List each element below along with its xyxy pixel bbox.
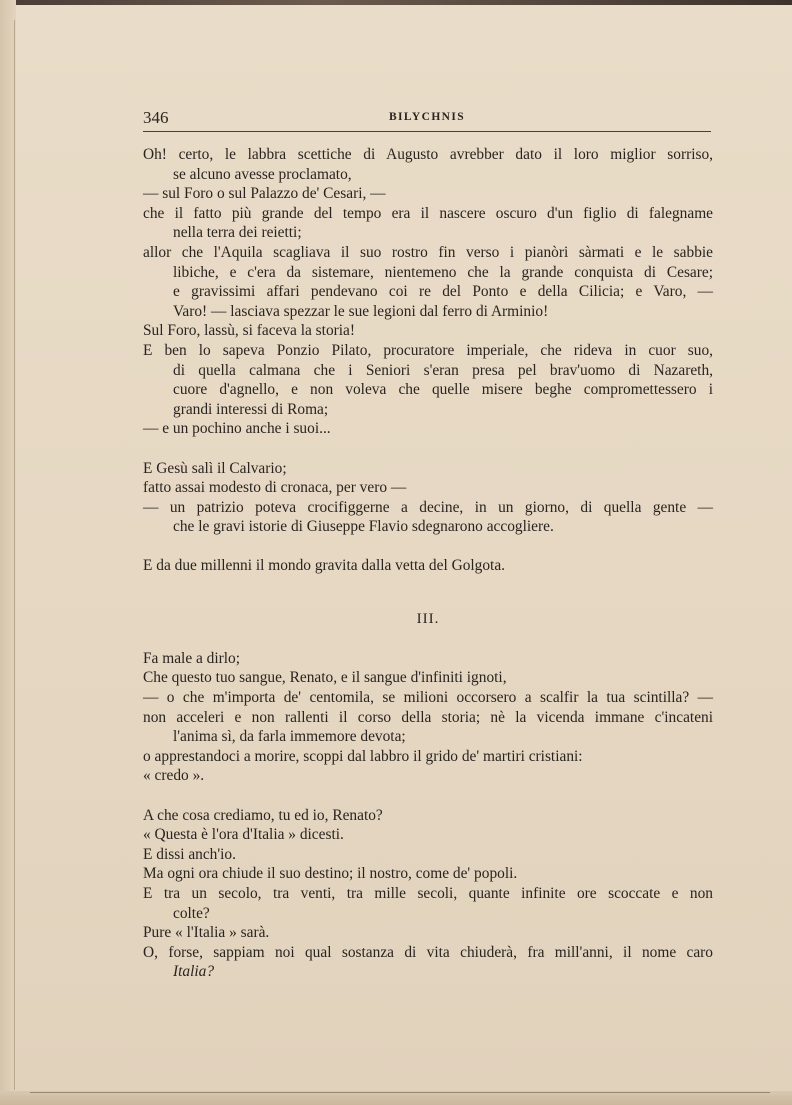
text-line: non acceleri e non rallenti il corso della storia; nè la vicenda immane c'incateni — [143, 708, 713, 726]
text-line: di quella calmana che i Seniori s'eran presa pel brav'uomo di Nazareth, — [173, 361, 713, 379]
paragraph-gap — [143, 786, 713, 806]
text-line: cuore d'agnello, e non voleva che quelle misere beghe compromettessero i — [173, 381, 713, 399]
text-line: se alcuno avesse proclamato, — [173, 165, 352, 183]
text-line: — sul Foro o sul Palazzo de' Cesari, — — [143, 185, 386, 203]
text-line: — un patrizio poteva crocifiggerne a decine, in un giorno, di quella gente — — [143, 498, 713, 516]
text-line: o apprestandoci a morire, scoppi dal labbro il grido de' martiri cristiani: — [143, 747, 583, 765]
binding-line — [14, 20, 15, 1090]
paragraph-gap — [143, 537, 713, 557]
text-line: « Questa è l'ora d'Italia » dicesti. — [143, 826, 344, 844]
paragraph-gap — [143, 629, 713, 649]
text-line: libiche, e c'era da sistemare, nientemeno che la grande conquista di Cesare; — [173, 263, 713, 281]
text-line: Ma ogni ora chiude il suo destino; il nostro, come de' popoli. — [143, 865, 518, 883]
text-line: allor che l'Aquila scagliava il suo rostro fin verso i pianòri sàrmati e le sabbie — [143, 243, 713, 261]
text-line: colte? — [173, 904, 210, 922]
italic-word: Italia? — [173, 963, 215, 981]
paragraph-gap — [143, 576, 713, 596]
text-line: Varo! — lasciava spezzar le sue legioni dal ferro di Arminio! — [173, 302, 549, 320]
text-line: grandi interessi di Roma; — [173, 400, 329, 418]
text-line: E ben lo sapeva Ponzio Pilato, procuratore imperiale, che rideva in cuor suo, — [143, 341, 713, 359]
text-line: Che questo tuo sangue, Renato, e il sangue d'infiniti ignoti, — [143, 669, 507, 687]
text-line: E tra un secolo, tra venti, tra mille secoli, quante infinite ore scoccate e non — [143, 884, 713, 902]
text-line: A che cosa crediamo, tu ed io, Renato? — [143, 806, 383, 824]
text-line: E Gesù salì il Calvario; — [143, 459, 287, 477]
text-line: — e un pochino anche i suoi... — [143, 420, 331, 438]
text-line: Oh! certo, le labbra scettiche di Augusto avrebber dato il loro miglior sorriso, — [143, 146, 713, 163]
bottom-rule — [30, 1092, 770, 1093]
text-line: E da due millenni il mondo gravita dalla vetta del Golgota. — [143, 557, 506, 575]
text-line: fatto assai modesto di cronaca, per vero — — [143, 479, 407, 497]
text-line: che il fatto più grande del tempo era il nascere oscuro d'un figlio di falegname — [143, 204, 713, 222]
text-line: Sul Foro, lassù, si faceva la storia! — [143, 322, 356, 340]
text-line: Fa male a dirlo; — [143, 649, 241, 667]
body-text — [143, 145, 713, 982]
text-line: « credo ». — [143, 767, 205, 785]
text-line: E dissi anch'io. — [143, 845, 236, 863]
text-line: e gravissimi affari pendevano coi re del Ponto e della Cilicia; e Varo, — — [173, 283, 713, 301]
text-line: l'anima sì, da farla immemore devota; — [173, 728, 406, 746]
text-line: nella terra dei reietti; — [173, 224, 302, 242]
running-head: BILYCHNIS — [388, 111, 466, 123]
text-line: — o che m'importa de' centomila, se milioni occorsero a scalfir la tua scintilla? — — [143, 689, 713, 707]
section-heading: III. — [416, 610, 440, 627]
text-line: che le gravi istorie di Giuseppe Flavio sdegnarono accogliere. — [173, 518, 554, 536]
page-header — [143, 108, 711, 132]
page-bottom-edge — [0, 1091, 792, 1105]
page-number: 346 — [143, 108, 169, 127]
header-rule — [143, 131, 711, 132]
text-line — [143, 962, 713, 982]
paragraph-gap — [143, 439, 713, 459]
text-line: Pure « l'Italia » sarà. — [143, 924, 270, 942]
page-top-edge — [0, 0, 792, 5]
text-line: O, forse, sappiam noi qual sostanza di vita chiuderà, fra mill'anni, il nome caro — [143, 943, 713, 961]
